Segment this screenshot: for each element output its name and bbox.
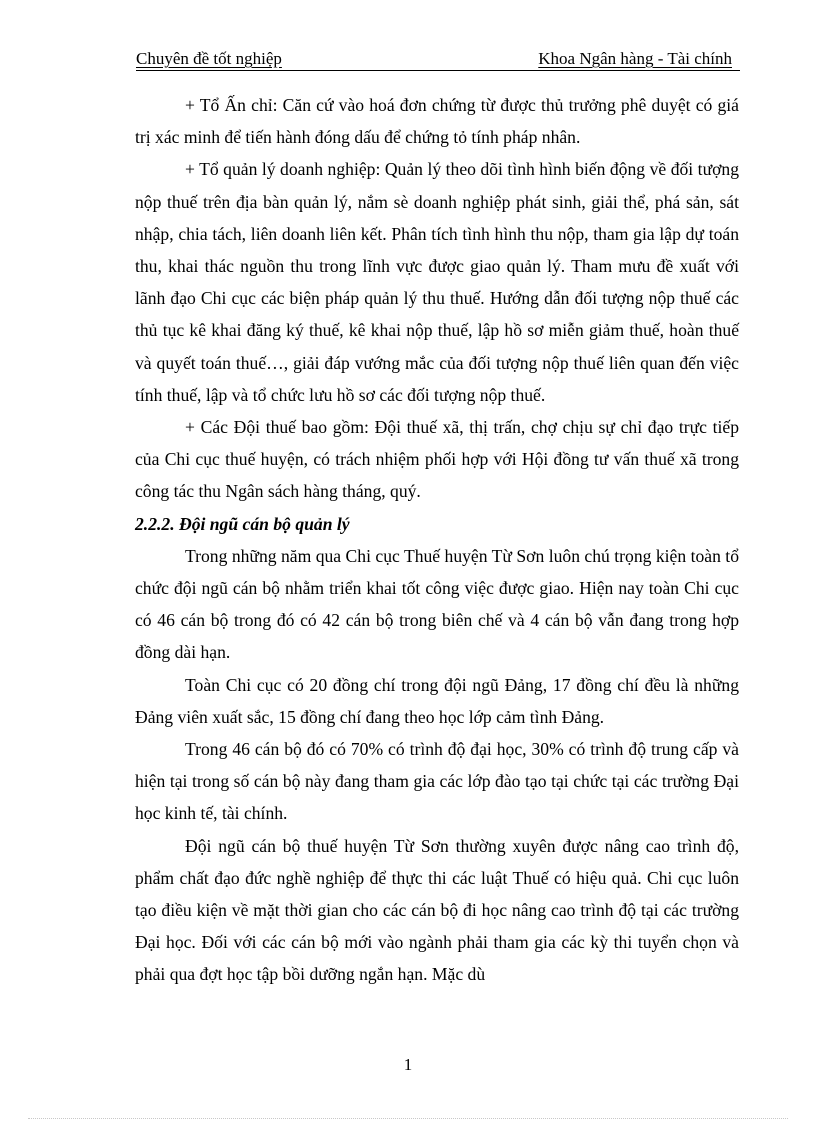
header-document-type: Chuyên đề tốt nghiệp (136, 49, 282, 68)
document-body (135, 89, 739, 991)
paragraph-party-members: Toàn Chi cục có 20 đồng chí trong đội ngũ Đảng, 17 đồng chí đều là những Đảng viên xuất sắc, 15 đồng chí đang theo học lớp cảm tình Đảng. (135, 674, 739, 727)
paragraph-to-an-chi: + Tổ Ấn chỉ: Căn cứ vào hoá đơn chứng từ được thủ trưởng phê duyệt có giá trị xác minh để tiến hành đóng dấu để chứng tỏ tính pháp nhân. (135, 95, 739, 148)
paragraph-to-quan-ly-doanh-nghiep: + Tổ quản lý doanh nghiệp: Quản lý theo dõi tình hình biến động về đối tượng nộp thuế trên địa bàn quản lý, nắm sè doanh nghiệp phát sinh, giải thể, phá sản, sát nhập, chia tách, liên doanh liên kết. Phân tích tình hình thu nộp, tham gia lập dự toán thu, khai thác nguồn thu trong lĩnh vực được giao quản lý. Tham mưu đề xuất với lãnh đạo Chi cục các biện pháp quản lý thu thuế. Hướng dẫn đối tượng nộp thuế các thủ tục kê khai đăng ký thuế, kê khai nộp thuế, lập hồ sơ miễn giảm thuế, hoàn thuế và quyết toán thuế…, giải đáp vướng mắc của đối tượng nộp thuế liên quan đến việc tính thuế, lập và tổ chức lưu hồ sơ các đối tượng nộp thuế. (135, 159, 739, 405)
paragraph-education-levels: Trong 46 cán bộ đó có 70% có trình độ đại học, 30% có trình độ trung cấp và hiện tại trong số cán bộ này đang tham gia các lớp đào tạo tại chức tại các trường Đại học kinh tế, tài chính. (135, 739, 739, 824)
page-header (136, 48, 740, 71)
paragraph-staff-training: Đội ngũ cán bộ thuế huyện Từ Sơn thường xuyên được nâng cao trình độ, phẩm chất đạo đức nghề nghiệp để thực thi các luật Thuế có hiệu quả. Chi cục luôn tạo điều kiện về mặt thời gian cho các cán bộ đi học nâng cao trình độ tại các trường Đại học. Đối với các cán bộ mới vào ngành phải tham gia các kỳ thi tuyển chọn và phải qua đợt học tập bồi dưỡng ngắn hạn. Mặc dù (135, 835, 739, 985)
paragraph-cac-doi-thue: + Các Đội thuế bao gồm: Đội thuế xã, thị trấn, chợ chịu sự chỉ đạo trực tiếp của Chi cục thuế huyện, có trách nhiệm phối hợp với Hội đồng tư vấn thuế xã trong công tác thu Ngân sách hàng tháng, quý. (135, 417, 739, 502)
paragraph-staff-overview: Trong những năm qua Chi cục Thuế huyện Từ Sơn luôn chú trọng kiện toàn tổ chức đội ngũ cán bộ nhằm triển khai tốt công việc được giao. Hiện nay toàn Chi cục có 46 cán bộ trong đó có 42 cán bộ trong biên chế và 4 cán bộ vẫn đang trong hợp đồng dài hạn. (135, 545, 739, 663)
section-heading: 2.2.2. Đội ngũ cán bộ quản lý (135, 513, 350, 534)
header-faculty: Khoa Ngân hàng - Tài chính (538, 49, 732, 68)
page-bottom-divider (28, 1118, 788, 1119)
page-number: 1 (403, 1055, 413, 1074)
